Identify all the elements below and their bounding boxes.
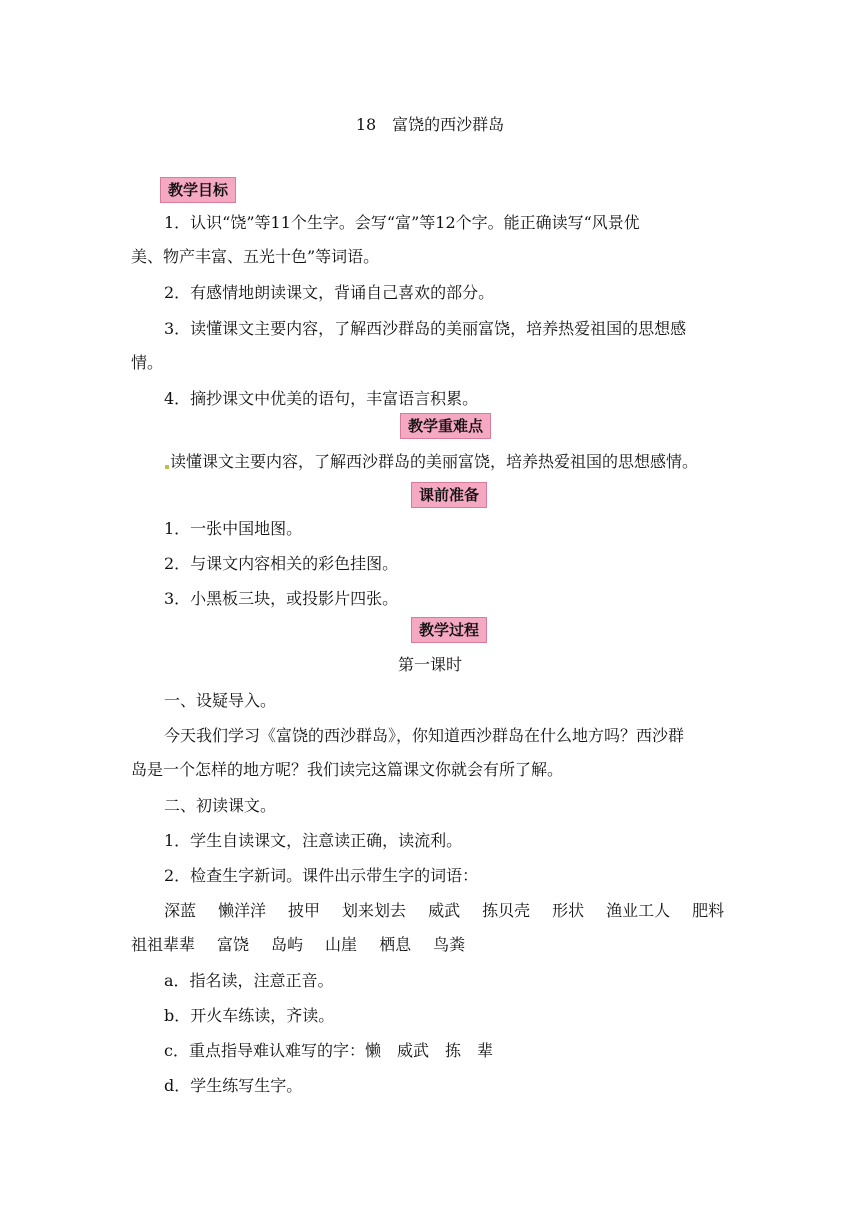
goal-2: 2．有感情地朗读课文，背诵自己喜欢的部分。 xyxy=(164,283,495,302)
section-label-preparation: 课前准备 xyxy=(411,482,487,508)
goal-1-line-1: 1．认识“饶”等11个生字。会写“富”等12个字。能正确读写“风景优 xyxy=(164,213,640,232)
step-1: 一、设疑导入。 xyxy=(164,691,277,710)
vocab-word: 渔业工人 xyxy=(606,901,671,920)
lesson-title: 第一课时 xyxy=(397,655,462,674)
vocab-word: 形状 xyxy=(552,901,585,920)
intro-line-2: 岛是一个怎样的地方呢？我们读完这篇课文你就会有所了解。 xyxy=(131,760,564,779)
annotation-mark-icon xyxy=(165,465,169,469)
prep-item-1: 1．一张中国地图。 xyxy=(164,519,303,538)
step-2-item-2: 2．检查生字新词。课件出示带生字的词语： xyxy=(164,866,479,885)
vocab-word: 威武 xyxy=(428,901,461,920)
step-2: 二、初读课文。 xyxy=(164,796,277,815)
vocab-word: 栖息 xyxy=(379,935,412,954)
goal-4: 4．摘抄课文中优美的语句，丰富语言积累。 xyxy=(164,389,479,408)
vocab-word: 懒洋洋 xyxy=(218,901,267,920)
vocab-word: 披甲 xyxy=(288,901,321,920)
sub-step-c: c．重点指导难认难写的字：懒 威武 拣 辈 xyxy=(164,1041,493,1060)
sub-step-b: b．开火车练读，齐读。 xyxy=(164,1006,335,1025)
sub-step-d: d．学生练写生字。 xyxy=(164,1076,303,1095)
step-2-item-1: 1．学生自读课文，注意读正确，读流利。 xyxy=(164,831,463,850)
vocab-word: 岛屿 xyxy=(271,935,304,954)
page-title: 18 富饶的西沙群岛 xyxy=(355,115,505,134)
prep-item-2: 2．与课文内容相关的彩色挂图。 xyxy=(164,554,399,573)
goal-3-line-1: 3．读懂课文主要内容，了解西沙群岛的美丽富饶，培养热爱祖国的思想感 xyxy=(164,319,687,338)
vocab-line-2 xyxy=(131,935,465,955)
vocab-word: 肥料 xyxy=(692,901,725,920)
goal-3-line-2: 情。 xyxy=(131,353,164,372)
key-point-text: 读懂课文主要内容，了解西沙群岛的美丽富饶，培养热爱祖国的思想感情。 xyxy=(164,452,698,472)
vocab-line-1 xyxy=(164,901,724,921)
vocab-word: 划来划去 xyxy=(342,901,407,920)
vocab-word: 深蓝 xyxy=(164,901,197,920)
vocab-word: 富饶 xyxy=(217,935,250,954)
section-label-goals: 教学目标 xyxy=(160,177,236,203)
sub-step-a: a．指名读，注意正音。 xyxy=(164,971,334,990)
intro-line-1: 今天我们学习《富饶的西沙群岛》，你知道西沙群岛在什么地方吗？西沙群 xyxy=(164,726,685,745)
vocab-word: 拣贝壳 xyxy=(482,901,531,920)
vocab-word: 祖祖辈辈 xyxy=(131,935,196,954)
prep-item-3: 3．小黑板三块，或投影片四张。 xyxy=(164,589,399,608)
vocab-word: 山崖 xyxy=(325,935,358,954)
vocab-word: 鸟粪 xyxy=(433,935,466,954)
section-label-key-points: 教学重难点 xyxy=(400,413,491,439)
section-label-process: 教学过程 xyxy=(411,617,487,643)
goal-1-line-2: 美、物产丰富、五光十色”等词语。 xyxy=(131,247,380,266)
